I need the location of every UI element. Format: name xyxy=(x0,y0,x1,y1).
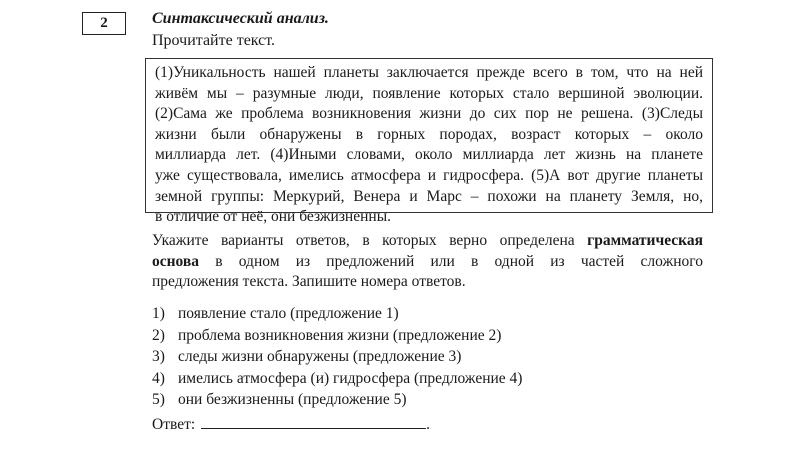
option-item xyxy=(152,346,522,368)
option-number: 5) xyxy=(152,391,165,408)
answer-blank[interactable] xyxy=(201,414,426,429)
option-text: имелись атмосфера (и) гидросфера (предложение 4) xyxy=(178,369,523,387)
option-number: 3) xyxy=(152,348,165,365)
text-line: (2)Сама же проблема возникновения жизни до сих пор не решена. (3)Следы xyxy=(155,105,703,123)
text-line: (1)Уникальность нашей планеты заключается прежде всего в том, что на ней xyxy=(155,64,703,81)
instruction-line xyxy=(152,231,703,252)
option-number: 4) xyxy=(152,369,165,387)
option-item xyxy=(152,303,522,325)
option-text: они безжизненны (предложение 5) xyxy=(178,391,407,408)
instruction-line: предложения текста. Запишите номера ответов. xyxy=(152,273,466,290)
option-text: проблема возникновения жизни (предложение 2) xyxy=(178,326,502,344)
instruction-bold: грамматическая xyxy=(587,232,703,249)
instruction xyxy=(152,231,703,293)
text-line: земной группы: Меркурий, Венера и Марс – похожи на планету Земля, но, xyxy=(155,187,703,205)
options-list xyxy=(152,303,522,411)
text-line: жизни были обнаружены в горных породах, возраст которых – около xyxy=(155,125,703,143)
option-text: появление стало (предложение 1) xyxy=(178,305,399,322)
option-item xyxy=(152,368,522,390)
option-item xyxy=(152,389,522,411)
option-number: 1) xyxy=(152,305,165,322)
task-number: 2 xyxy=(82,12,126,35)
answer-row xyxy=(152,414,430,434)
answer-label: Ответ: xyxy=(152,416,196,433)
instruction-text: в одном из предложений или в одной из частей сложного xyxy=(199,252,703,270)
task-subtitle: Прочитайте текст. xyxy=(152,32,276,49)
instruction-bold: основа xyxy=(152,252,200,270)
option-item xyxy=(152,325,522,347)
option-text: следы жизни обнаружены (предложение 3) xyxy=(178,348,462,365)
option-number: 2) xyxy=(152,326,165,344)
text-line: в отличие от неё, они безжизненны. xyxy=(155,208,391,226)
text-line: миллиарда лет. (4)Иными словами, около миллиарда лет жизнь на планете xyxy=(155,146,703,164)
text-line: уже существовала, имелись атмосфера и гидросфера. (5)А вот другие планеты xyxy=(155,166,703,184)
task-title: Синтаксический анализ. xyxy=(152,10,329,27)
answer-period: . xyxy=(426,416,431,433)
source-text-box xyxy=(145,58,713,226)
instruction-text: Укажите варианты ответов, в которых верно определена xyxy=(152,232,588,249)
text-line: живём мы – разумные люди, появление которых стало вершиной эволюции. xyxy=(155,84,703,102)
instruction-line xyxy=(152,252,703,273)
